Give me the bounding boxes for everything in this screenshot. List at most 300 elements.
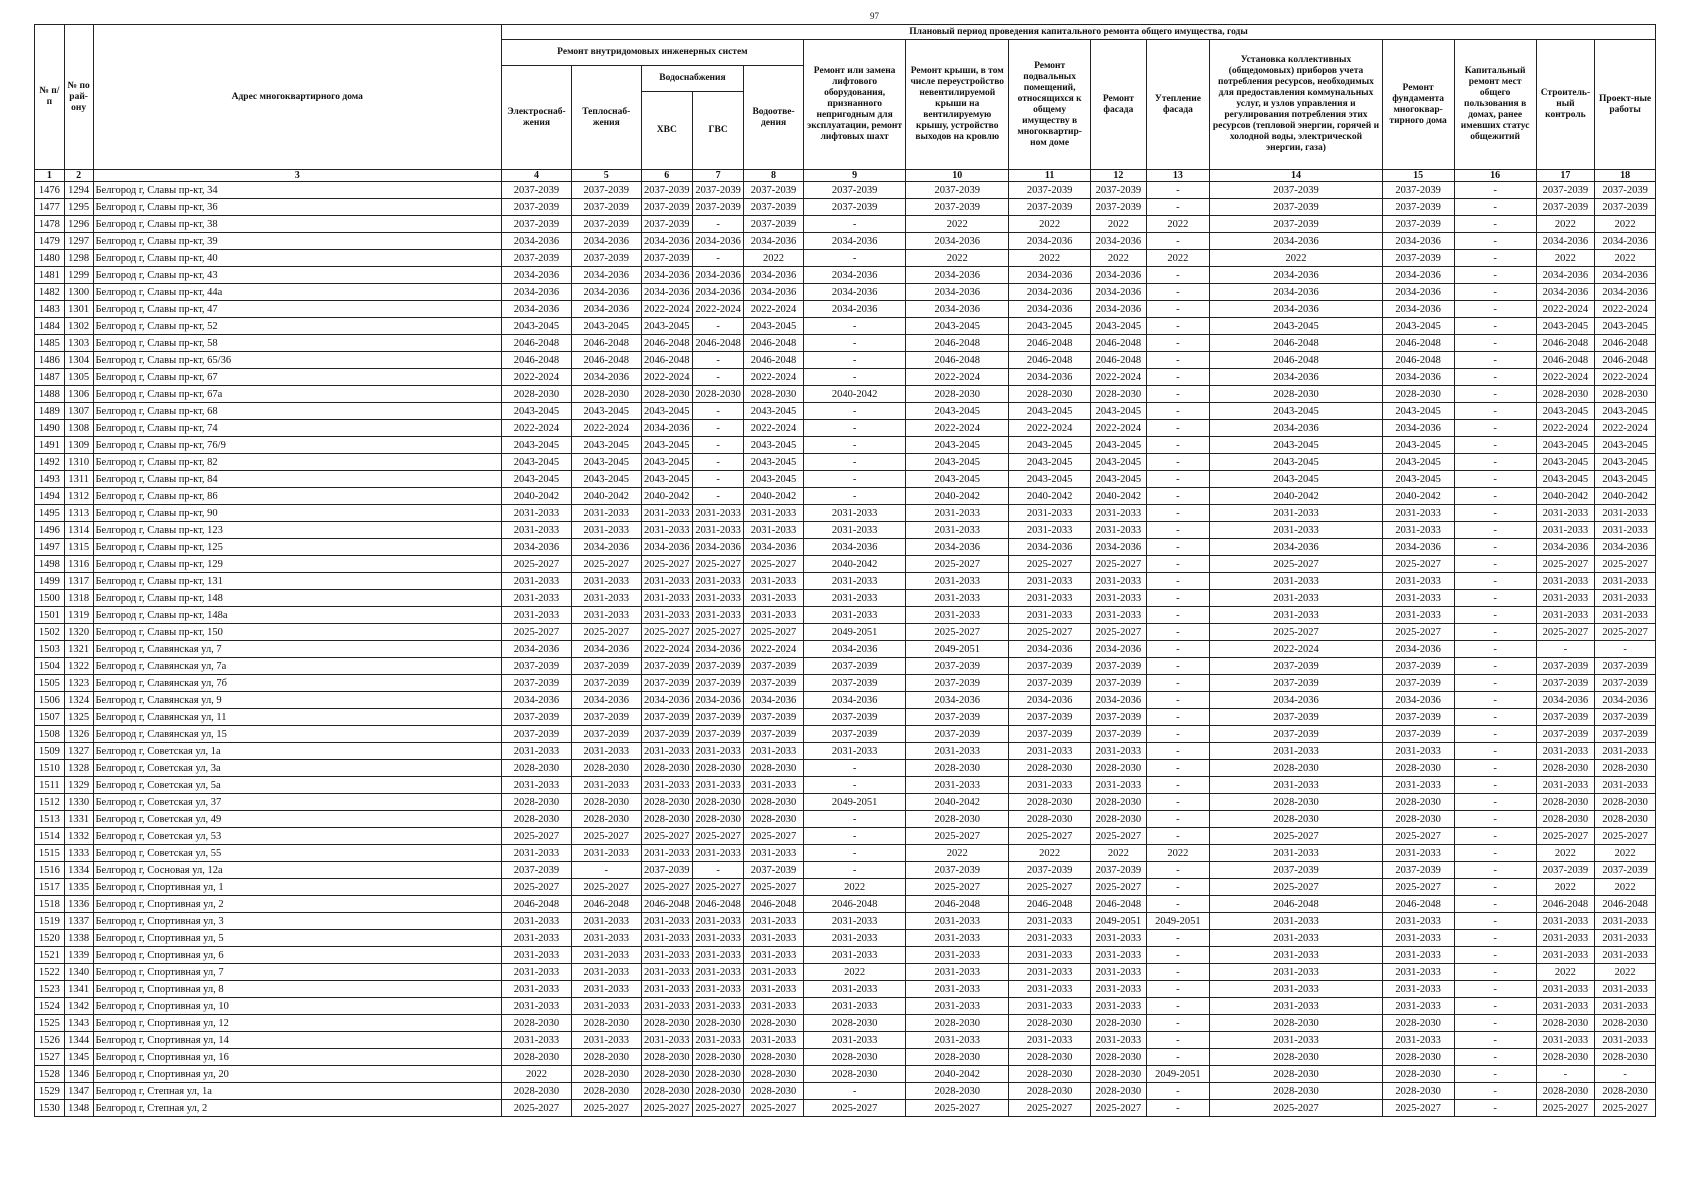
period-cell: 2037-2039 [803, 675, 906, 692]
period-cell: - [1454, 454, 1536, 471]
row-number: 1488 [35, 386, 65, 403]
period-cell: 2022-2024 [1536, 420, 1595, 437]
address-cell: Белгород г, Славы пр-кт, 39 [93, 233, 502, 250]
period-cell: 2028-2030 [692, 1015, 743, 1032]
period-cell: 2034-2036 [502, 284, 572, 301]
period-cell: 2025-2027 [1595, 556, 1656, 573]
period-cell: 2025-2027 [571, 879, 641, 896]
period-cell: 2031-2033 [803, 947, 906, 964]
address-cell: Белгород г, Славы пр-кт, 40 [93, 250, 502, 267]
period-cell: 2028-2030 [744, 1066, 804, 1083]
period-cell: 2037-2039 [1595, 709, 1656, 726]
period-cell: 2037-2039 [571, 199, 641, 216]
table-row [35, 896, 1656, 913]
period-cell: 2046-2048 [571, 896, 641, 913]
period-cell: 2025-2027 [1210, 879, 1382, 896]
period-cell: 2025-2027 [1382, 556, 1454, 573]
period-cell: 2034-2036 [641, 267, 692, 284]
address-cell: Белгород г, Советская ул, 49 [93, 811, 502, 828]
period-cell: 2043-2045 [641, 471, 692, 488]
period-cell: 2025-2027 [1091, 879, 1146, 896]
period-cell: 2031-2033 [1009, 1032, 1091, 1049]
address-cell: Белгород г, Спортивная ул, 10 [93, 998, 502, 1015]
period-cell: - [1146, 182, 1210, 199]
address-cell: Белгород г, Славы пр-кт, 86 [93, 488, 502, 505]
period-cell: 2049-2051 [1146, 913, 1210, 930]
period-cell: 2031-2033 [571, 845, 641, 862]
period-cell: 2037-2039 [692, 709, 743, 726]
period-cell: 2031-2033 [692, 743, 743, 760]
period-cell: 2031-2033 [692, 573, 743, 590]
period-cell: 2034-2036 [1210, 233, 1382, 250]
period-cell: 2031-2033 [803, 913, 906, 930]
period-cell: 2034-2036 [1091, 301, 1146, 318]
period-cell: - [1595, 1066, 1656, 1083]
period-cell: 2043-2045 [641, 454, 692, 471]
table-row [35, 420, 1656, 437]
period-cell: 2040-2042 [1091, 488, 1146, 505]
period-cell: 2031-2033 [641, 1032, 692, 1049]
header-no: № п/п [35, 25, 65, 170]
period-cell: - [692, 318, 743, 335]
period-cell: 2028-2030 [1009, 1015, 1091, 1032]
row-number: 1525 [35, 1015, 65, 1032]
period-cell: 2037-2039 [1091, 182, 1146, 199]
row-number: 1502 [35, 624, 65, 641]
period-cell: 2028-2030 [692, 1083, 743, 1100]
period-cell: 2046-2048 [1091, 335, 1146, 352]
period-cell: 2040-2042 [1009, 488, 1091, 505]
period-cell: 2034-2036 [692, 539, 743, 556]
period-cell: 2043-2045 [744, 454, 804, 471]
period-cell: 2046-2048 [641, 896, 692, 913]
table-row [35, 777, 1656, 794]
district-number: 1319 [64, 607, 93, 624]
period-cell: 2043-2045 [1210, 454, 1382, 471]
row-number: 1480 [35, 250, 65, 267]
period-cell: 2025-2027 [1382, 828, 1454, 845]
period-cell: 2037-2039 [502, 216, 572, 233]
period-cell: 2034-2036 [641, 692, 692, 709]
period-cell: - [803, 471, 906, 488]
period-cell: - [1146, 760, 1210, 777]
period-cell: 2025-2027 [571, 556, 641, 573]
period-cell: 2022 [744, 250, 804, 267]
period-cell: 2031-2033 [692, 998, 743, 1015]
header-gvs: ГВС [692, 92, 743, 170]
period-cell: 2043-2045 [906, 454, 1009, 471]
period-cell: 2028-2030 [571, 811, 641, 828]
district-number: 1307 [64, 403, 93, 420]
period-cell: 2034-2036 [1009, 641, 1091, 658]
period-cell: - [1454, 216, 1536, 233]
period-cell: 2046-2048 [1009, 335, 1091, 352]
period-cell: 2031-2033 [1595, 743, 1656, 760]
period-cell: - [1146, 505, 1210, 522]
period-cell: 2043-2045 [1382, 471, 1454, 488]
period-cell: 2040-2042 [803, 556, 906, 573]
period-cell: 2043-2045 [1536, 318, 1595, 335]
period-cell: 2043-2045 [744, 318, 804, 335]
period-cell: 2031-2033 [692, 505, 743, 522]
period-cell: 2031-2033 [1091, 1032, 1146, 1049]
table-row [35, 284, 1656, 301]
period-cell: 2031-2033 [1382, 930, 1454, 947]
period-cell: 2034-2036 [1536, 692, 1595, 709]
period-cell: 2043-2045 [502, 318, 572, 335]
district-number: 1316 [64, 556, 93, 573]
row-number: 1529 [35, 1083, 65, 1100]
period-cell: 2022-2024 [502, 369, 572, 386]
header-planned-period: Плановый период проведения капитального ремонта общего имущества, годы [502, 25, 1656, 40]
period-cell: 2025-2027 [1595, 1100, 1656, 1117]
period-cell: 2037-2039 [1595, 675, 1656, 692]
period-cell: - [1146, 471, 1210, 488]
period-cell: 2034-2036 [1595, 539, 1656, 556]
period-cell: 2028-2030 [641, 386, 692, 403]
period-cell: 2022 [803, 964, 906, 981]
period-cell: 2022 [1595, 964, 1656, 981]
period-cell: 2028-2030 [1210, 811, 1382, 828]
period-cell: 2037-2039 [502, 709, 572, 726]
district-number: 1294 [64, 182, 93, 199]
column-number: 8 [744, 170, 804, 182]
period-cell: 2031-2033 [502, 981, 572, 998]
table-row [35, 301, 1656, 318]
period-cell: 2034-2036 [744, 692, 804, 709]
table-row [35, 352, 1656, 369]
period-cell: 2031-2033 [1210, 947, 1382, 964]
period-cell: 2034-2036 [1536, 284, 1595, 301]
period-cell: 2043-2045 [502, 471, 572, 488]
period-cell: 2031-2033 [502, 964, 572, 981]
period-cell: 2034-2036 [692, 284, 743, 301]
period-cell: 2028-2030 [1595, 811, 1656, 828]
period-cell: 2034-2036 [1091, 641, 1146, 658]
period-cell: - [1454, 964, 1536, 981]
row-number: 1524 [35, 998, 65, 1015]
period-cell: 2046-2048 [502, 335, 572, 352]
period-cell: 2034-2036 [1382, 267, 1454, 284]
period-cell: 2034-2036 [502, 641, 572, 658]
period-cell: 2037-2039 [571, 216, 641, 233]
period-cell: 2022 [1536, 964, 1595, 981]
period-cell: 2031-2033 [744, 981, 804, 998]
period-cell: 2034-2036 [692, 233, 743, 250]
period-cell: 2031-2033 [641, 964, 692, 981]
period-cell: 2028-2030 [502, 811, 572, 828]
period-cell: 2037-2039 [1382, 862, 1454, 879]
column-number: 18 [1595, 170, 1656, 182]
period-cell: - [1454, 1015, 1536, 1032]
period-cell: 2025-2027 [641, 556, 692, 573]
table-row [35, 641, 1656, 658]
period-cell: - [803, 828, 906, 845]
period-cell: 2028-2030 [803, 1066, 906, 1083]
period-cell: 2031-2033 [906, 947, 1009, 964]
period-cell: - [1146, 318, 1210, 335]
period-cell: - [1146, 641, 1210, 658]
period-cell: 2034-2036 [1382, 233, 1454, 250]
column-number: 7 [692, 170, 743, 182]
period-cell: 2034-2036 [1210, 369, 1382, 386]
period-cell: 2028-2030 [1009, 760, 1091, 777]
row-number: 1481 [35, 267, 65, 284]
table-row [35, 624, 1656, 641]
district-number: 1298 [64, 250, 93, 267]
page-number: 97 [870, 11, 879, 21]
row-number: 1516 [35, 862, 65, 879]
period-cell: 2046-2048 [1536, 352, 1595, 369]
period-cell: - [1454, 318, 1536, 335]
district-number: 1340 [64, 964, 93, 981]
period-cell: 2028-2030 [906, 1015, 1009, 1032]
period-cell: 2022 [1146, 845, 1210, 862]
period-cell: - [803, 403, 906, 420]
period-cell: 2031-2033 [803, 930, 906, 947]
period-cell: 2040-2042 [1536, 488, 1595, 505]
period-cell: 2022 [1009, 216, 1091, 233]
address-cell: Белгород г, Спортивная ул, 5 [93, 930, 502, 947]
period-cell: 2034-2036 [1536, 233, 1595, 250]
period-cell: - [692, 369, 743, 386]
period-cell: 2043-2045 [571, 318, 641, 335]
period-cell: 2034-2036 [1091, 267, 1146, 284]
period-cell: 2031-2033 [906, 913, 1009, 930]
table-row [35, 573, 1656, 590]
row-number: 1476 [35, 182, 65, 199]
district-number: 1301 [64, 301, 93, 318]
period-cell: 2037-2039 [641, 216, 692, 233]
period-cell: 2031-2033 [1210, 998, 1382, 1015]
period-cell: 2031-2033 [1210, 930, 1382, 947]
row-number: 1528 [35, 1066, 65, 1083]
period-cell: 2031-2033 [803, 981, 906, 998]
period-cell: 2046-2048 [571, 352, 641, 369]
column-number: 2 [64, 170, 93, 182]
period-cell: 2037-2039 [1536, 658, 1595, 675]
period-cell: 2028-2030 [502, 1015, 572, 1032]
period-cell: 2034-2036 [1382, 539, 1454, 556]
period-cell: 2031-2033 [502, 522, 572, 539]
period-cell: - [1454, 267, 1536, 284]
district-number: 1317 [64, 573, 93, 590]
period-cell: 2031-2033 [744, 743, 804, 760]
row-number: 1515 [35, 845, 65, 862]
period-cell: 2031-2033 [571, 777, 641, 794]
period-cell: 2034-2036 [906, 692, 1009, 709]
period-cell: 2034-2036 [1210, 284, 1382, 301]
period-cell: 2049-2051 [906, 641, 1009, 658]
period-cell: 2031-2033 [1382, 913, 1454, 930]
period-cell: 2025-2027 [641, 624, 692, 641]
period-cell: 2022 [502, 1066, 572, 1083]
period-cell: 2034-2036 [906, 301, 1009, 318]
period-cell: 2046-2048 [1382, 335, 1454, 352]
period-cell: 2031-2033 [744, 1032, 804, 1049]
period-cell: 2043-2045 [906, 403, 1009, 420]
period-cell: - [1146, 828, 1210, 845]
period-cell: 2028-2030 [692, 760, 743, 777]
period-cell: 2037-2039 [1595, 862, 1656, 879]
period-cell: - [1536, 641, 1595, 658]
period-cell: 2034-2036 [1210, 539, 1382, 556]
period-cell: 2031-2033 [1536, 522, 1595, 539]
row-number: 1482 [35, 284, 65, 301]
period-cell: 2037-2039 [1536, 199, 1595, 216]
period-cell: 2031-2033 [1091, 964, 1146, 981]
period-cell: 2031-2033 [1091, 777, 1146, 794]
period-cell: 2025-2027 [744, 828, 804, 845]
period-cell: 2022-2024 [1091, 369, 1146, 386]
period-cell: - [1146, 369, 1210, 386]
period-cell: 2028-2030 [1009, 1083, 1091, 1100]
period-cell: 2034-2036 [1536, 539, 1595, 556]
period-cell: 2040-2042 [641, 488, 692, 505]
period-cell: 2028-2030 [1091, 811, 1146, 828]
period-cell: 2025-2027 [692, 1100, 743, 1117]
period-cell: 2034-2036 [744, 539, 804, 556]
period-cell: 2025-2027 [906, 1100, 1009, 1117]
period-cell: 2028-2030 [502, 760, 572, 777]
period-cell: 2043-2045 [906, 437, 1009, 454]
address-cell: Белгород г, Славянская ул, 15 [93, 726, 502, 743]
period-cell: 2028-2030 [1536, 760, 1595, 777]
period-cell: 2031-2033 [1009, 743, 1091, 760]
period-cell: - [1146, 267, 1210, 284]
period-cell: 2034-2036 [1382, 284, 1454, 301]
period-cell: 2028-2030 [744, 1015, 804, 1032]
period-cell: 2046-2048 [744, 896, 804, 913]
row-number: 1512 [35, 794, 65, 811]
period-cell: 2037-2039 [906, 709, 1009, 726]
period-cell: 2031-2033 [1009, 522, 1091, 539]
period-cell: 2031-2033 [744, 998, 804, 1015]
address-cell: Белгород г, Сосновая ул, 12а [93, 862, 502, 879]
period-cell: 2031-2033 [1091, 981, 1146, 998]
period-cell: 2028-2030 [692, 386, 743, 403]
period-cell: 2046-2048 [502, 896, 572, 913]
period-cell: 2028-2030 [571, 794, 641, 811]
period-cell: - [1454, 233, 1536, 250]
period-cell: 2034-2036 [1595, 233, 1656, 250]
period-cell: - [1146, 862, 1210, 879]
period-cell: 2022-2024 [906, 420, 1009, 437]
period-cell: 2037-2039 [906, 726, 1009, 743]
period-cell: 2031-2033 [1091, 522, 1146, 539]
period-cell: 2031-2033 [1382, 998, 1454, 1015]
period-cell: 2031-2033 [502, 607, 572, 624]
district-number: 1342 [64, 998, 93, 1015]
period-cell: 2025-2027 [744, 556, 804, 573]
district-number: 1326 [64, 726, 93, 743]
period-cell: 2025-2027 [1382, 879, 1454, 896]
address-cell: Белгород г, Славы пр-кт, 148а [93, 607, 502, 624]
row-number: 1523 [35, 981, 65, 998]
period-cell: 2037-2039 [1091, 658, 1146, 675]
period-cell: 2031-2033 [1382, 947, 1454, 964]
period-cell: 2031-2033 [571, 981, 641, 998]
period-cell: - [1454, 1032, 1536, 1049]
period-cell: 2040-2042 [571, 488, 641, 505]
period-cell: - [1454, 199, 1536, 216]
period-cell: 2022 [803, 879, 906, 896]
header-roof: Ремонт крыши, в том числе переустройство невентилируемой крыши на вентилируемую крышу, устройство выходов на кровлю [906, 40, 1009, 170]
period-cell: 2031-2033 [1210, 590, 1382, 607]
period-cell: 2040-2042 [1210, 488, 1382, 505]
district-number: 1309 [64, 437, 93, 454]
row-number: 1485 [35, 335, 65, 352]
period-cell: - [692, 216, 743, 233]
period-cell: - [1146, 1100, 1210, 1117]
period-cell: 2034-2036 [641, 420, 692, 437]
period-cell: 2031-2033 [1091, 590, 1146, 607]
period-cell: 2028-2030 [692, 1049, 743, 1066]
period-cell: 2022 [1009, 845, 1091, 862]
period-cell: - [803, 760, 906, 777]
period-cell: 2025-2027 [571, 1100, 641, 1117]
period-cell: 2025-2027 [1009, 556, 1091, 573]
period-cell: 2034-2036 [1210, 692, 1382, 709]
address-cell: Белгород г, Славянская ул, 7а [93, 658, 502, 675]
period-cell: 2031-2033 [1210, 913, 1382, 930]
district-number: 1303 [64, 335, 93, 352]
period-cell: 2034-2036 [906, 539, 1009, 556]
district-number: 1302 [64, 318, 93, 335]
table-row [35, 437, 1656, 454]
address-cell: Белгород г, Славы пр-кт, 74 [93, 420, 502, 437]
period-cell: 2031-2033 [1210, 505, 1382, 522]
period-cell: 2037-2039 [641, 250, 692, 267]
period-cell: - [1454, 811, 1536, 828]
address-cell: Белгород г, Спортивная ул, 2 [93, 896, 502, 913]
period-cell: 2037-2039 [906, 658, 1009, 675]
period-cell: - [1454, 947, 1536, 964]
period-cell: 2034-2036 [803, 539, 906, 556]
period-cell: 2022-2024 [744, 420, 804, 437]
period-cell: 2031-2033 [744, 930, 804, 947]
table-row [35, 505, 1656, 522]
period-cell: 2022 [1091, 250, 1146, 267]
table-row [35, 964, 1656, 981]
period-cell: 2031-2033 [1009, 607, 1091, 624]
period-cell: 2031-2033 [1536, 590, 1595, 607]
period-cell: 2031-2033 [803, 573, 906, 590]
period-cell: - [803, 862, 906, 879]
period-cell: 2031-2033 [1595, 1032, 1656, 1049]
period-cell: 2037-2039 [641, 862, 692, 879]
period-cell: 2043-2045 [1536, 437, 1595, 454]
period-cell: 2028-2030 [1595, 794, 1656, 811]
period-cell: - [1454, 488, 1536, 505]
period-cell: 2025-2027 [1091, 828, 1146, 845]
period-cell: 2031-2033 [502, 777, 572, 794]
column-number: 17 [1536, 170, 1595, 182]
period-cell: 2034-2036 [502, 539, 572, 556]
period-cell: - [1454, 998, 1536, 1015]
period-cell: 2031-2033 [744, 913, 804, 930]
period-cell: - [1454, 828, 1536, 845]
address-cell: Белгород г, Славы пр-кт, 43 [93, 267, 502, 284]
period-cell: - [803, 437, 906, 454]
period-cell: 2031-2033 [641, 947, 692, 964]
table-row [35, 233, 1656, 250]
period-cell: 2031-2033 [1091, 947, 1146, 964]
period-cell: 2031-2033 [502, 998, 572, 1015]
period-cell: 2031-2033 [1595, 913, 1656, 930]
period-cell: - [692, 250, 743, 267]
period-cell: - [1454, 726, 1536, 743]
